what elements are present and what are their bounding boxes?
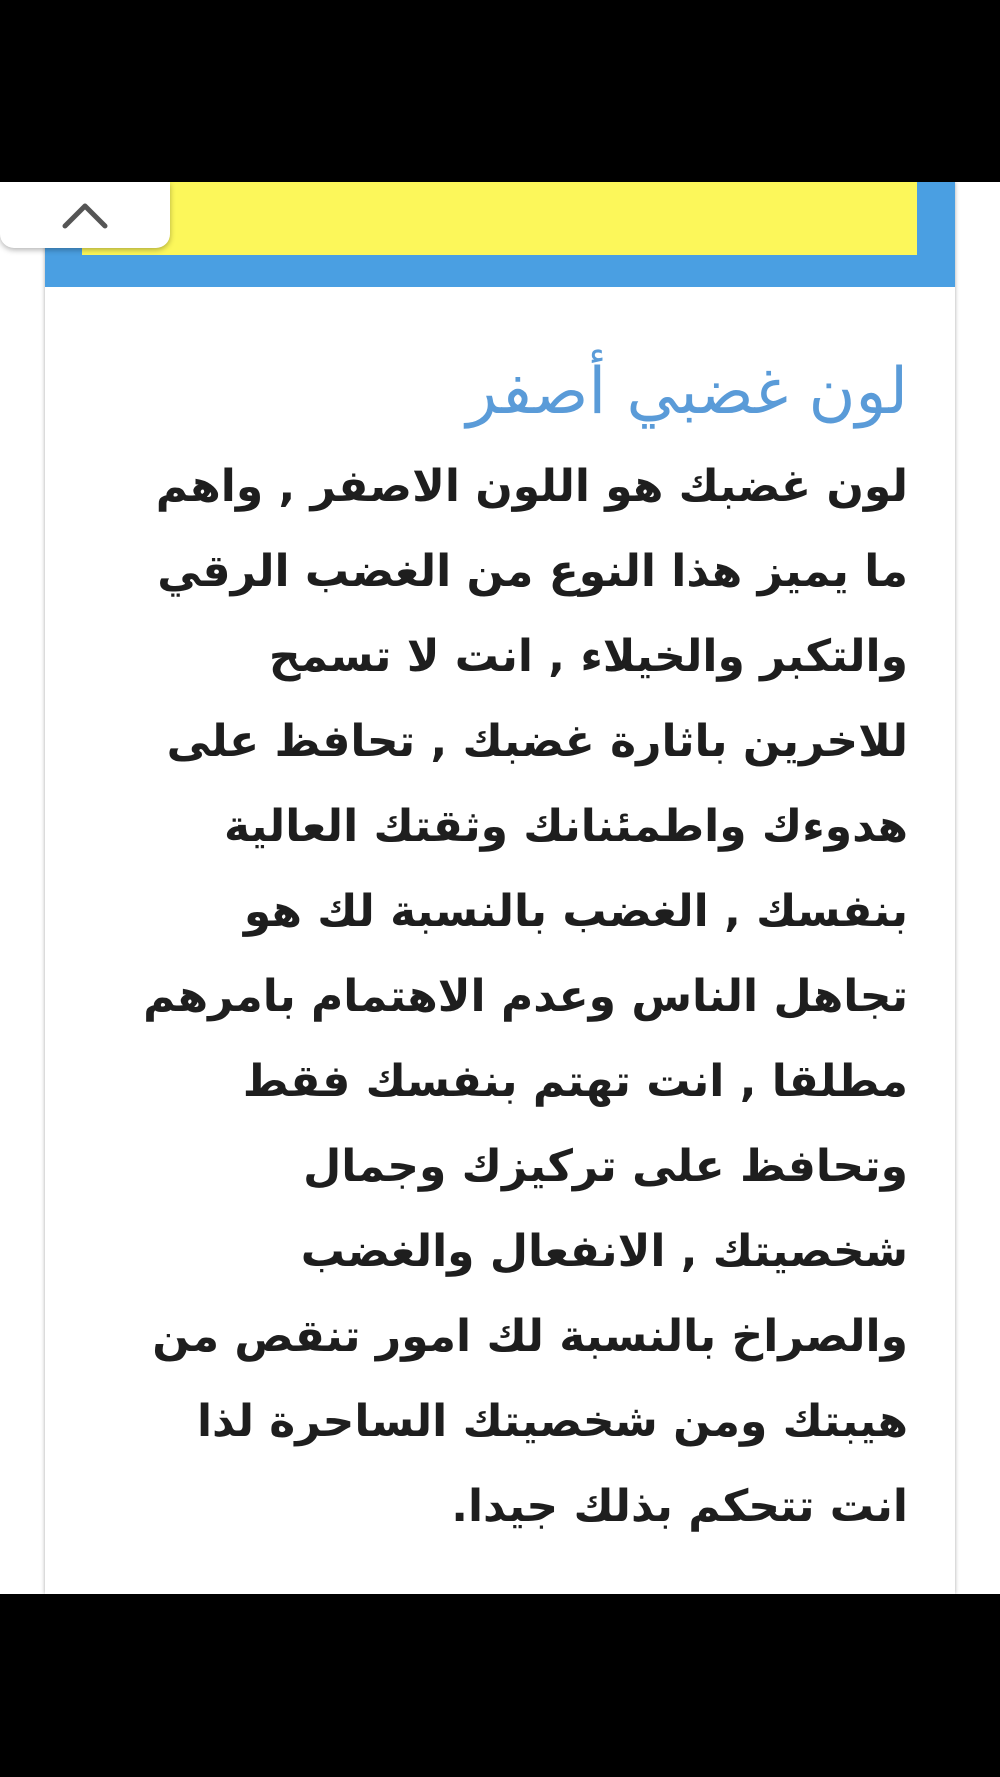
bottom-black-bar — [0, 1594, 1000, 1777]
article-line: تجاهل الناس وعدم الاهتمام بامرهم — [143, 971, 908, 1022]
article-line: هدوءك واطمئنانك وثقتك العالية — [224, 801, 908, 852]
article-line: مطلقا , انت تهتم بنفسك فقط — [242, 1056, 908, 1107]
article-line: والتكبر والخيلاء , انت لا تسمح — [268, 631, 908, 682]
article-card — [45, 182, 955, 1594]
page-content — [0, 182, 1000, 1594]
article-line: ما يميز هذا النوع من الغضب الرقي — [157, 546, 908, 597]
article-line: وتحافظ على تركيزك وجمال — [303, 1141, 908, 1192]
article-line: شخصيتك , الانفعال والغضب — [300, 1226, 908, 1277]
article-line: هيبتك ومن شخصيتك الساحرة لذا — [196, 1396, 908, 1447]
yellow-color-banner — [82, 182, 917, 255]
banner-frame — [45, 182, 955, 287]
chevron-up-icon — [61, 200, 109, 230]
article-line: والصراخ بالنسبة لك امور تنقص من — [152, 1311, 908, 1362]
top-black-bar — [0, 0, 1000, 182]
article-line: للاخرين باثارة غضبك , تحافظ على — [166, 716, 908, 767]
article-line: انت تتحكم بذلك جيدا. — [451, 1481, 908, 1532]
article-line: بنفسك , الغضب بالنسبة لك هو — [243, 886, 908, 937]
article-section — [135, 342, 908, 1549]
article-body — [135, 444, 908, 1549]
article-title: لون غضبي أصفر — [466, 355, 908, 429]
scroll-to-top-button[interactable] — [0, 182, 170, 248]
article-line: لون غضبك هو اللون الاصفر , واهم — [155, 461, 908, 512]
